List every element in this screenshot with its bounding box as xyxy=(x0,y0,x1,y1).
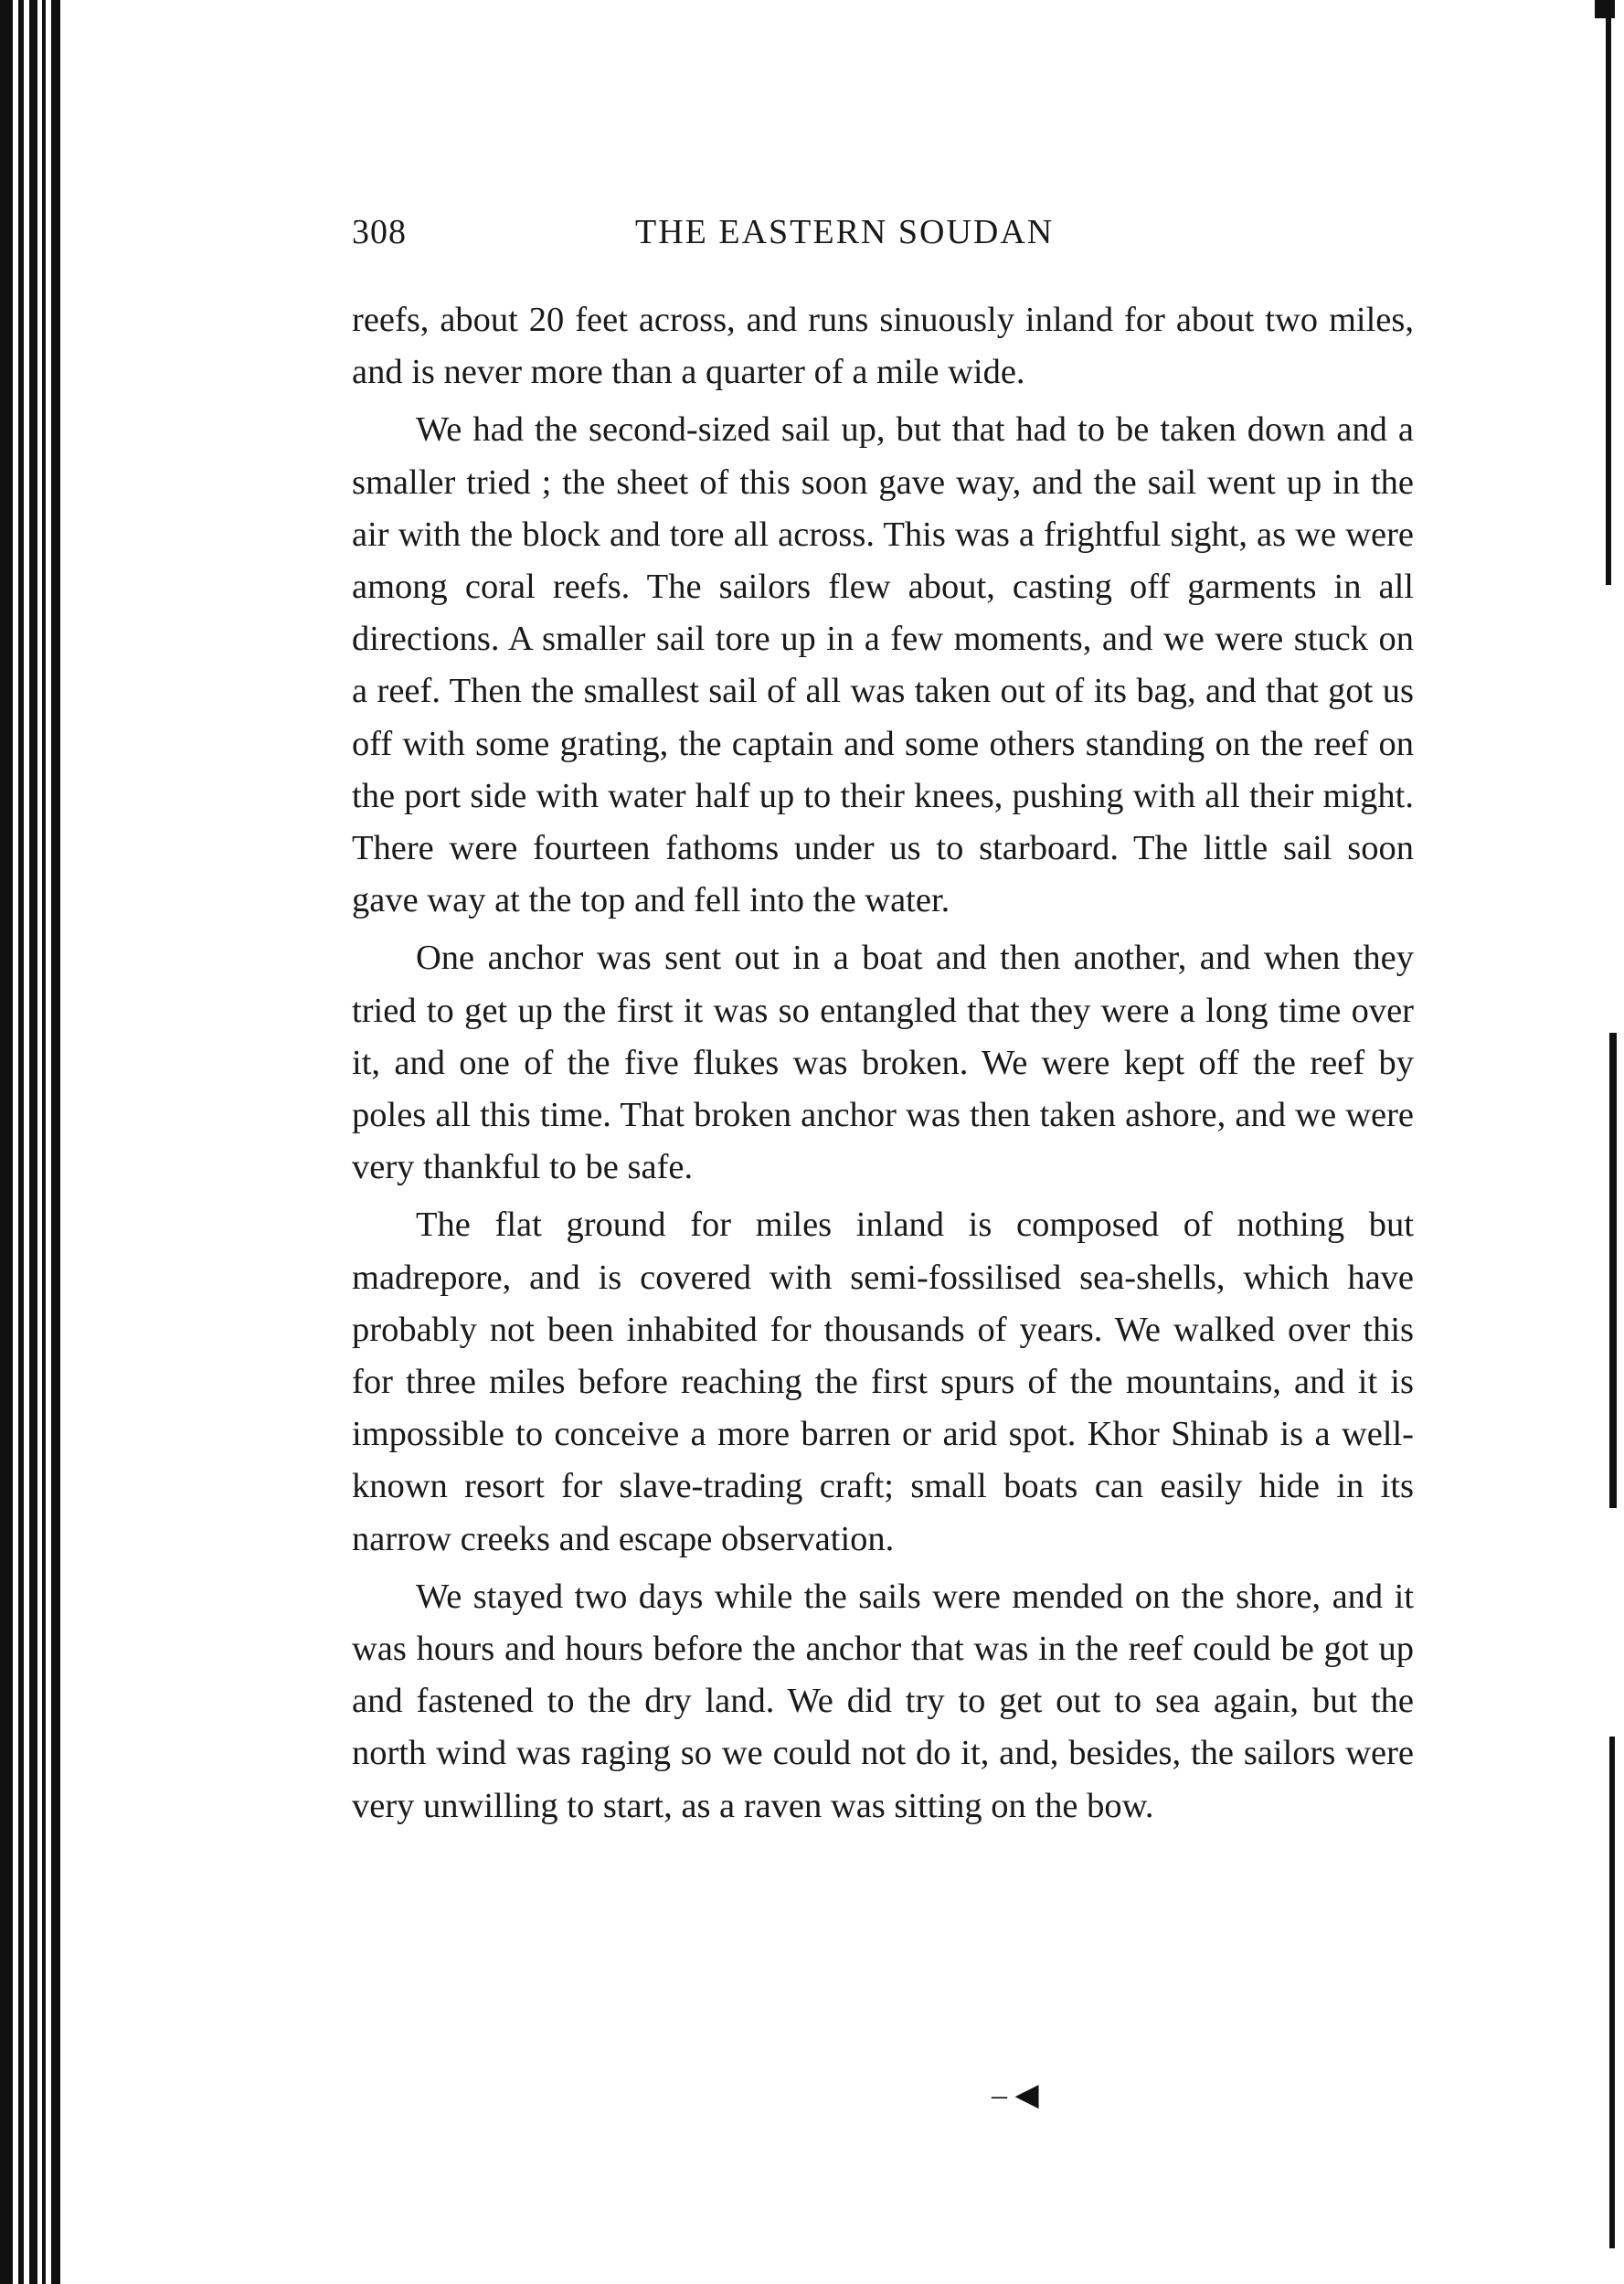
printers-mark-icon: – ◀ xyxy=(992,2078,1039,2112)
body-text xyxy=(352,294,1414,1838)
running-head xyxy=(352,212,1414,263)
running-title: THE EASTERN SOUDAN xyxy=(635,213,1055,251)
paragraph-4: The flat ground for miles inland is composed of nothing but madrepore, and is covered with semi-fossilised sea-shells, which have probably not been inhabited for thousands of years. We walked over this for three miles before reaching the first spurs of the mountains, and it is impossible to conceive a more barren or arid spot. Khor Shinab is a well-known resort for slave-trading craft; small boats can easily hide in its narrow creeks and escape observation. xyxy=(352,1206,1414,1558)
left-binding-edge xyxy=(0,0,73,2284)
page-number: 308 xyxy=(352,213,407,251)
paragraph-5: We stayed two days while the sails were mended on the shore, and it was hours and hours before the anchor that was in the reef could be got up and fastened to the dry land. We did try to get out to sea again, but the north wind was raging so we could not do it, and, besides, the sailors were very unwilling to start, as a raven was sitting on the bow. xyxy=(352,1577,1414,1825)
paragraph-3: One anchor was sent out in a boat and then another, and when they tried to get up the first it was so entangled that they were a long time over it, and one of the five flukes was broken. We were kept off the reef by poles all this time. That broken anchor was then taken ashore, and we were very thankful to be safe. xyxy=(352,939,1414,1187)
right-page-edge xyxy=(1587,0,1624,2284)
paragraph-2: We had the second-sized sail up, but that had to be taken down and a smaller tried ; the sheet of this soon gave way, and the sail went up in the air with the block and tore all across. This was a frightful sight, as we were among coral reefs. The sailors flew about, casting off garments in all directions. A smaller sail tore up in a few moments, and we were stuck on a reef. Then the smallest sail of all was taken out of its bag, and that got us off with some grating, the captain and some others standing on the reef on the port side with water half up to their knees, pushing with all their might. There were fourteen fathoms under us to starboard. The little sail soon gave way at the top and fell into the water. xyxy=(352,410,1414,920)
paragraph-1: reefs, about 20 feet across, and runs sinuously inland for about two miles, and is never more than a quarter of a mile wide. xyxy=(352,301,1414,392)
